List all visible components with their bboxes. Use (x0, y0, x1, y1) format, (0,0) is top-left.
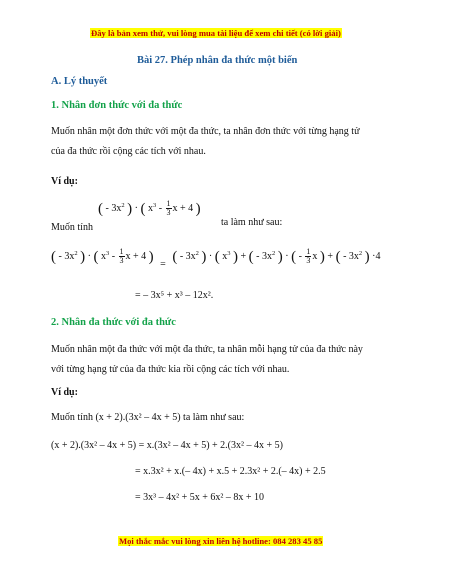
example-2-label: Ví dụ: (51, 387, 78, 398)
rule-1-line-2: của đa thức rồi cộng các tích với nhau. (51, 146, 206, 157)
example-1-expansion: ( - $3x^2$ ) · ( $x^3$ - $\frac{1}{3}$ x + 4 ) = ( - $3x^2$ ) · ( $x^3$ ) + ( - $3x^2$ ) · ( - $\frac{1}{3}$ x ) + ( - $3x^2$ ) ·4 (51, 247, 381, 270)
example-1-expression: ( - $3x^2$ ) · ( $x^3$ - $\frac{1}{3}$ x + 4 ) (98, 199, 201, 217)
example-1-prefix: Muốn tính (51, 222, 93, 233)
example-1-label: Ví dụ: (51, 176, 78, 187)
example-2-step-1: (x + 2).(3x² – 4x + 5) = x.(3x² – 4x + 5) + 2.(3x² – 4x + 5) (51, 440, 283, 451)
subsection-2-heading: 2. Nhân đa thức với đa thức (51, 317, 176, 328)
fraction-one-third: $\frac{1}{3}$ (166, 199, 171, 217)
lesson-title: Bài 27. Phép nhân đa thức một biến (137, 55, 298, 66)
rule-2-line-2: với từng hạng tử của đa thức kia rồi cộng các tích với nhau. (51, 364, 290, 375)
rule-1-line-1: Muốn nhân một đơn thức với một đa thức, ta nhân đơn thức với từng hạng tử (51, 126, 360, 137)
rule-2-line-1: Muốn nhân một đa thức với một đa thức, ta nhân mỗi hạng tử của đa thức này (51, 344, 363, 355)
example-2-step-3: = 3x³ – 4x² + 5x + 6x² – 8x + 10 (135, 492, 265, 503)
example-2-intro: Muốn tính (x + 2).(3x² – 4x + 5) ta làm như sau: (51, 412, 245, 423)
example-1-suffix: ta làm như sau: (221, 217, 283, 228)
preview-notice-banner: Đây là bản xem thử, vui lòng mua tài liệu để xem chi tiết (có lời giải) (91, 28, 341, 38)
section-a-heading: A. Lý thuyết (51, 76, 108, 87)
example-1-result: = – 3x⁵ + x³ – 12x². (135, 290, 214, 301)
subsection-1-heading: 1. Nhân đơn thức với đa thức (51, 100, 183, 111)
example-2-step-2: = x.3x² + x.(– 4x) + x.5 + 2.3x² + 2.(– 4x) + 2.5 (135, 466, 326, 477)
hotline-footer-banner: Mọi thắc mắc vui lòng xin liên hệ hotline: 084 283 45 85 (119, 536, 323, 546)
